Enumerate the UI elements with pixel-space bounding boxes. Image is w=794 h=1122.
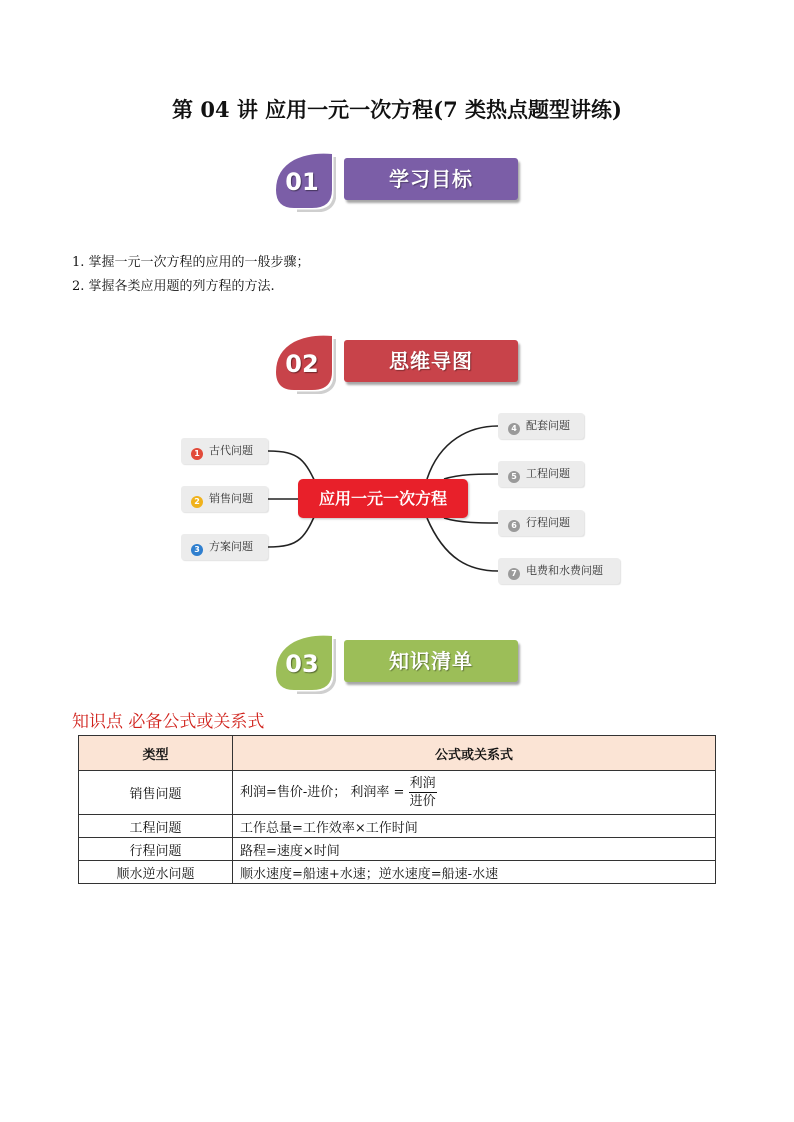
- table-cell-formula: 顺水速度=船速+水速；逆水速度=船速-水速: [233, 861, 716, 884]
- table-cell-formula: 路程=速度×时间: [233, 838, 716, 861]
- section-number: 01: [285, 168, 319, 196]
- section-title: 知识清单: [389, 649, 473, 673]
- mindmap-node: [498, 510, 584, 536]
- section-title: 思维导图: [389, 349, 473, 373]
- mindmap-node-label: 销售问题: [209, 492, 253, 505]
- connector-line: [444, 518, 498, 523]
- mindmap-node-label: 工程问题: [526, 467, 570, 480]
- number-badge-icon: 7: [508, 568, 520, 580]
- mindmap-node: [181, 486, 268, 512]
- formula-text: 利润=售价-进价； 利润率 =: [240, 785, 409, 800]
- table-cell-type: 顺水逆水问题: [79, 861, 233, 884]
- table-cell-type: 工程问题: [79, 815, 233, 838]
- mindmap-node-label: 配套问题: [526, 419, 570, 432]
- fraction: [409, 775, 437, 810]
- table-cell-formula: [233, 771, 716, 815]
- mindmap-node: [181, 438, 268, 464]
- table-cell-formula: 工作总量=工作效率×工作时间: [233, 815, 716, 838]
- knowledge-heading: 知识点 必备公式或关系式: [72, 712, 265, 732]
- formula-table: [78, 735, 716, 884]
- fraction-numerator: 利润: [409, 776, 436, 791]
- number-badge-icon: 3: [191, 544, 203, 556]
- table-header-row: [79, 736, 716, 771]
- fraction-denominator: 进价: [409, 794, 436, 809]
- section-banner-knowledge: [272, 632, 532, 702]
- table-cell-type: 销售问题: [79, 771, 233, 815]
- number-badge-icon: 1: [191, 448, 203, 460]
- number-badge-icon: 2: [191, 496, 203, 508]
- number-badge-icon: 5: [508, 471, 520, 483]
- page-title: 第 04 讲 应用一元一次方程(7 类热点题型讲练): [172, 97, 622, 122]
- table-header-cell: 公式或关系式: [233, 736, 716, 771]
- mindmap-node-label: 古代问题: [209, 444, 253, 457]
- table-row: [79, 861, 716, 884]
- table-row: [79, 815, 716, 838]
- section-number: 02: [285, 350, 319, 378]
- mindmap-node-label: 方案问题: [209, 540, 253, 553]
- mindmap-node: [498, 558, 620, 584]
- section-title: 学习目标: [389, 167, 473, 191]
- connector-line: [427, 426, 498, 479]
- mindmap-node: [498, 413, 584, 439]
- table-cell-type: 行程问题: [79, 838, 233, 861]
- number-badge-icon: 4: [508, 423, 520, 435]
- mindmap-center-node: 应用一元一次方程: [298, 479, 468, 518]
- table-row: [79, 771, 716, 815]
- objective-item: 2. 掌握各类应用题的列方程的方法.: [72, 279, 275, 294]
- table-header-cell: 类型: [79, 736, 233, 771]
- connector-line: [427, 518, 498, 571]
- table-row: [79, 838, 716, 861]
- mindmap-node-label: 电费和水费问题: [526, 564, 603, 577]
- mindmap-node: [498, 461, 584, 487]
- section-title-bar: [344, 640, 518, 682]
- objective-item: 1. 掌握一元一次方程的应用的一般步骤；: [72, 255, 310, 270]
- number-badge-icon: 6: [508, 520, 520, 532]
- section-number: 03: [285, 650, 319, 678]
- mindmap-node: [181, 534, 268, 560]
- mindmap-node-label: 行程问题: [526, 516, 570, 529]
